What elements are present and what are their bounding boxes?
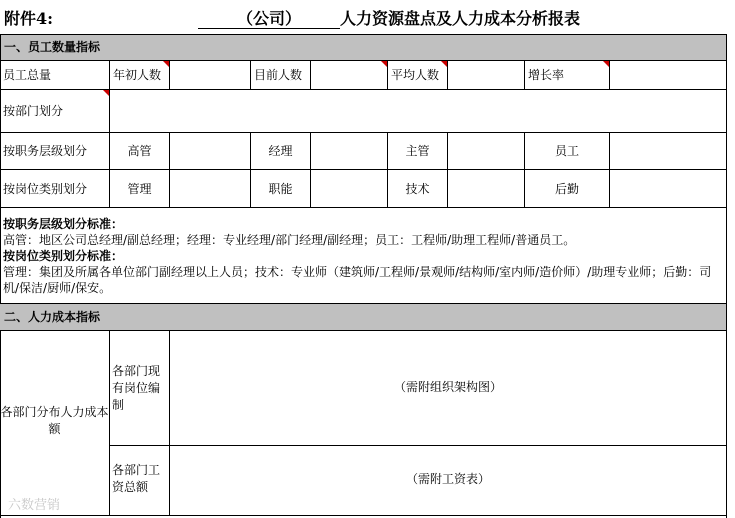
dept-salary-label: 各部门工资总额	[112, 463, 161, 494]
rank-supervisor-label: 主管	[405, 144, 430, 158]
grid-line	[169, 330, 170, 516]
section-labor-cost: 二、人力成本指标	[0, 304, 726, 330]
growth-rate-label: 增长率	[528, 68, 565, 82]
classification-notes	[3, 216, 723, 296]
current-count-input[interactable]	[311, 61, 387, 89]
by-department-label: 按部门划分	[3, 104, 64, 118]
comment-marker-icon[interactable]	[381, 61, 387, 67]
grid-line	[0, 34, 726, 35]
comment-marker-icon[interactable]	[441, 61, 447, 67]
current-count-label: 目前人数	[254, 68, 303, 82]
company-placeholder: （公司）	[236, 9, 301, 28]
by-category-label: 按岗位类别划分	[3, 182, 88, 196]
rank-executive-label: 高管	[127, 144, 152, 158]
by-department-input[interactable]	[110, 90, 726, 132]
org-chart-note[interactable]: （需附组织架构图）	[393, 380, 502, 394]
attachment-label: 附件4:	[4, 9, 54, 28]
category-technical-label: 技术	[405, 182, 430, 196]
average-count-input[interactable]	[448, 61, 524, 89]
rank-staff-label: 员工	[554, 144, 579, 158]
by-rank-label: 按职务层级划分	[3, 144, 88, 158]
grid-line	[109, 330, 110, 516]
category-functional-label: 职能	[268, 182, 293, 196]
comment-marker-icon[interactable]	[163, 61, 169, 67]
dept-labor-cost-label: 各部门分布人力成本额	[0, 405, 109, 436]
category-logistics-label: 后勤	[554, 182, 579, 196]
dept-positions-label: 各部门现有岗位编制	[112, 364, 161, 412]
section-employee-count: 一、员工数量指标	[0, 35, 726, 60]
total-employees-label: 员工总量	[3, 68, 52, 82]
grid-line	[169, 132, 170, 208]
grid-line	[726, 34, 727, 518]
comment-marker-icon[interactable]	[603, 61, 609, 67]
year-start-count-input[interactable]	[170, 61, 250, 89]
growth-rate-input[interactable]	[610, 61, 726, 89]
watermark-logo: 六数营销	[8, 498, 61, 513]
comment-marker-icon[interactable]	[103, 90, 109, 96]
category-criteria-text: 管理：集团及所属各单位部门副经理以上人员；技术：专业师（建筑师/工程师/景观师/结构师/室内师/造价师）/助理专业师；后勤：司机/保洁/厨师/保安。	[3, 265, 712, 295]
category-criteria-heading: 按岗位类别划分标准：	[3, 249, 124, 263]
rank-criteria-heading: 按职务层级划分标准：	[3, 217, 124, 231]
salary-sheet-note[interactable]: （需附工资表）	[405, 472, 490, 486]
grid-line	[609, 132, 610, 208]
category-management-label: 管理	[127, 182, 152, 196]
grid-line	[310, 132, 311, 208]
rank-criteria-text: 高管：地区公司总经理/副总经理；经理：专业经理/部门经理/副经理；员工：工程师/助理工程师/普通员工。	[3, 233, 576, 247]
grid-line	[447, 132, 448, 208]
report-title-text: 人力资源盘点及人力成本分析报表	[340, 9, 581, 28]
company-underline	[198, 28, 340, 29]
year-start-count-label: 年初人数	[113, 68, 162, 82]
average-count-label: 平均人数	[391, 68, 440, 82]
rank-manager-label: 经理	[268, 144, 293, 158]
report-title	[198, 6, 580, 29]
grid-line	[109, 445, 726, 446]
